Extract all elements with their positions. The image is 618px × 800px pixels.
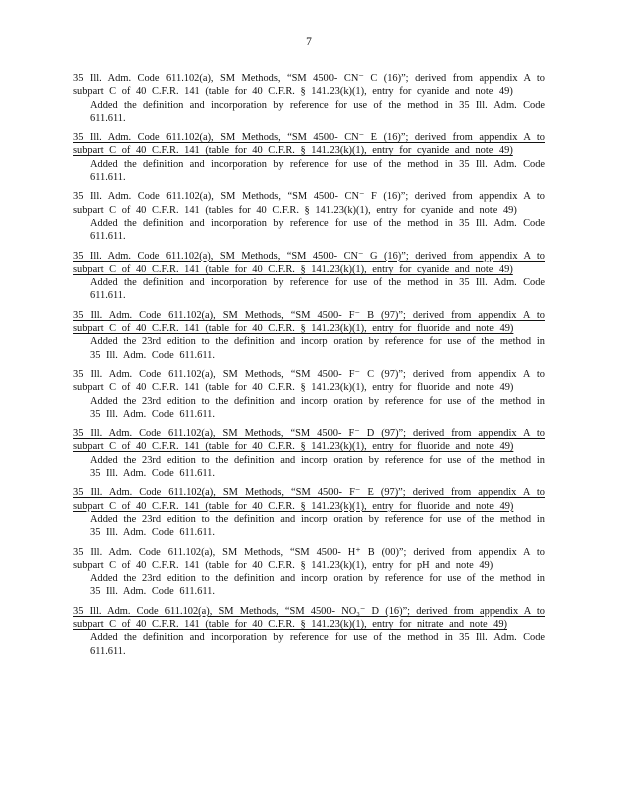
entry-note: Added the definition and incorporation by reference for use of the method in 35 Ill. Adm. Code 611.611. <box>90 277 545 302</box>
entry <box>73 486 545 539</box>
entry-list <box>73 72 545 664</box>
entry-note: Added the definition and incorporation by reference for use of the method in 35 Ill. Adm. Code 611.611. <box>90 217 545 243</box>
entry-citation: 35 Ill. Adm. Code 611.102(a), SM Methods, “SM 4500- F⁻ D (97)”; derived from appendix A to subpart C of 40 C.F.R. 141 (table for 40 C.F.R. § 141.23(k)(1), entry for fluoride and note 49) <box>73 428 545 453</box>
entry-citation: 35 Ill. Adm. Code 611.102(a), SM Methods, “SM 4500- CN⁻ F (16)”; derived from appendix A to subpart C of 40 C.F.R. 141 (tables for 40 C.F.R. § 141.23(k)(1), entry for cyanide and note 49) <box>73 191 545 216</box>
entry-citation: 35 Ill. Adm. Code 611.102(a), SM Methods, “SM 4500- CN⁻ E (16)”; derived from appendix A to subpart C of 40 C.F.R. 141 (table for 40 C.F.R. § 141.23(k)(1), entry for cyanide and note 49) <box>73 132 545 157</box>
entry <box>73 309 545 362</box>
entry <box>73 131 545 184</box>
entry <box>73 427 545 480</box>
entry-note: Added the 23rd edition to the definition and incorp oration by reference for use of the method in 35 Ill. Adm. Code 611.611. <box>90 395 545 420</box>
entry <box>73 546 545 599</box>
entry <box>73 368 545 421</box>
entry-citation: 35 Ill. Adm. Code 611.102(a), SM Methods, “SM 4500- H⁺ B (00)”; derived from appendix A to subpart C of 40 C.F.R. 141 (table for 40 C.F.R. § 141.23(k)(1), entry for pH and note 49) <box>73 546 545 571</box>
entry-citation: 35 Ill. Adm. Code 611.102(a), SM Methods, “SM 4500- CN⁻ G (16)”; derived from appendix A to subpart C of 40 C.F.R. 141 (table for 40 C.F.R. § 141.23(k)(1), entry for cyanide and note 49) <box>73 250 545 275</box>
entry-note: Added the definition and incorporation by reference for use of the method in 35 Ill. Adm. Code 611.611. <box>90 99 545 124</box>
entry-citation: 35 Ill. Adm. Code 611.102(a), SM Methods, “SM 4500- F⁻ E (97)”; derived from appendix A to subpart C of 40 C.F.R. 141 (table for 40 C.F.R. § 141.23(k)(1), entry for fluoride and note 49) <box>73 487 545 512</box>
entry-citation: 35 Ill. Adm. Code 611.102(a), SM Methods, “SM 4500- F⁻ B (97)”; derived from appendix A to subpart C of 40 C.F.R. 141 (table for 40 C.F.R. § 141.23(k)(1), entry for fluoride and note 49) <box>73 309 545 335</box>
entry-note: Added the 23rd edition to the definition and incorp oration by reference for use of the method in 35 Ill. Adm. Code 611.611. <box>90 513 545 539</box>
entry <box>73 605 545 658</box>
entry-note: Added the definition and incorporation by reference for use of the method in 35 Ill. Adm. Code 611.611. <box>90 632 545 657</box>
entry-note: Added the 23rd edition to the definition and incorp oration by reference for use of the method in 35 Ill. Adm. Code 611.611. <box>90 454 545 480</box>
entry-note: Added the 23rd edition to the definition and incorp oration by reference for use of the method in 35 Ill. Adm. Code 611.611. <box>90 573 545 598</box>
entry-note: Added the definition and incorporation by reference for use of the method in 35 Ill. Adm. Code 611.611. <box>90 158 545 184</box>
entry-citation: 35 Ill. Adm. Code 611.102(a), SM Methods, “SM 4500- F⁻ C (97)”; derived from appendix A to subpart C of 40 C.F.R. 141 (table for 40 C.F.R. § 141.23(k)(1), entry for fluoride and note 49) <box>73 368 545 394</box>
entry <box>73 250 545 303</box>
entry-citation: 35 Ill. Adm. Code 611.102(a), SM Methods, “SM 4500- CN⁻ C (16)”; derived from appendix A to subpart C of 40 C.F.R. 141 (table for 40 C.F.R. § 141.23(k)(1), entry for cyanide and note 49) <box>73 73 545 98</box>
entry <box>73 72 545 125</box>
entry-citation: 35 Ill. Adm. Code 611.102(a), SM Methods, “SM 4500- NO₃⁻ D (16)”; derived from appendix A to subpart C of 40 C.F.R. 141 (table for 40 C.F.R. § 141.23(k)(1), entry for nitrate and note 49) <box>73 605 545 630</box>
page-number: 7 <box>306 36 312 48</box>
entry <box>73 190 545 243</box>
entry-note: Added the 23rd edition to the definition and incorp oration by reference for use of the method in 35 Ill. Adm. Code 611.611. <box>90 336 545 361</box>
